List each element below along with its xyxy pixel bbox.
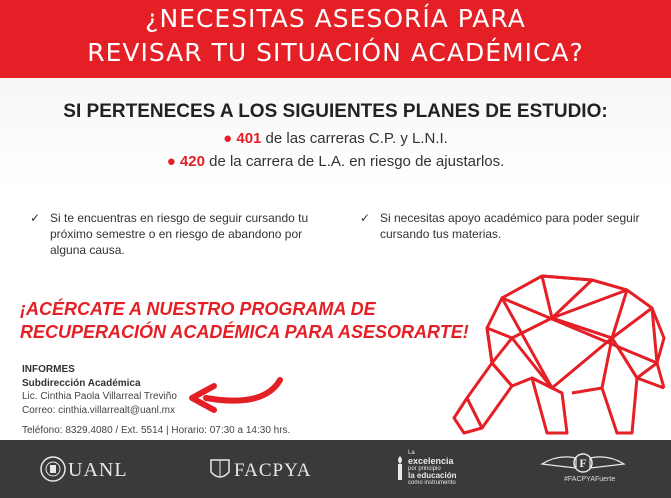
plans-title: SI PERTENECES A LOS SIGUIENTES PLANES DE ESTUDIO: [63,101,608,122]
check-item-risk [30,210,330,258]
contact-phone: Teléfono: 8329.4080 / Ext. 5514 | Horario: 07:30 a 14:30 hrs. [22,425,291,436]
excellence-line-3: por principio [408,465,441,472]
office-name: Subdirección Académica [22,377,141,389]
check-text: Si te encuentras en riesgo de seguir cursando tu próximo semestre o en riesgo de abandono por alguna causa. [50,211,309,257]
uanl-text: UANL [68,459,128,481]
excellence-line-5: como instrumento [408,480,456,486]
banner-line-1: ¿NECESITAS ASESORÍA PARA [145,4,526,33]
plan-text: de la carrera de L.A. en riesgo de ajustarlos. [204,153,505,170]
check-icon: ✓ [360,211,371,225]
facpya-text: FACPYA [234,460,312,481]
contact-person: Lic. Cinthia Paola Villarreal Treviño [22,391,177,402]
facpya-fuerte-text: #FACPYAFuerte [564,476,616,483]
footer-bar [0,440,671,498]
plan-number: 401 [236,130,262,147]
excellence-line-2: excelencia [408,455,454,466]
facpya-crest-icon [208,454,232,484]
check-text: Si necesitas apoyo académico para poder seguir cursando tus materias. [380,211,640,241]
cta-line-2: RECUPERACIÓN ACADÉMICA PARA ASESORARTE! [20,322,469,342]
torch-icon [394,454,406,482]
uanl-seal-icon [40,454,66,484]
banner-line-2: REVISAR TU SITUACIÓN ACADÉMICA? [87,38,584,67]
informes-heading: INFORMES [22,364,75,375]
bullet-icon: ● [223,130,233,147]
check-icon: ✓ [30,211,41,225]
cta-line-1: ¡ACÉRCATE A NUESTRO PROGRAMA DE [20,299,376,319]
winged-f-icon [538,452,628,474]
excellence-line-1: La [408,450,415,456]
check-item-support [360,210,660,242]
plan-item-401 [0,130,671,147]
elephant-icon [452,268,670,438]
excellence-line-4: la educación [408,471,457,480]
plan-item-420 [0,153,671,170]
f-letter: F [579,456,587,470]
curved-arrow-icon [184,376,284,416]
contact-email: Correo: cinthia.villarrealt@uanl.mx [22,404,175,416]
bullet-icon: ● [166,153,176,170]
plan-number: 420 [179,153,205,170]
plan-text: de las carreras C.P. y L.N.I. [261,130,448,147]
header-banner [0,0,671,78]
call-to-action [20,298,469,344]
